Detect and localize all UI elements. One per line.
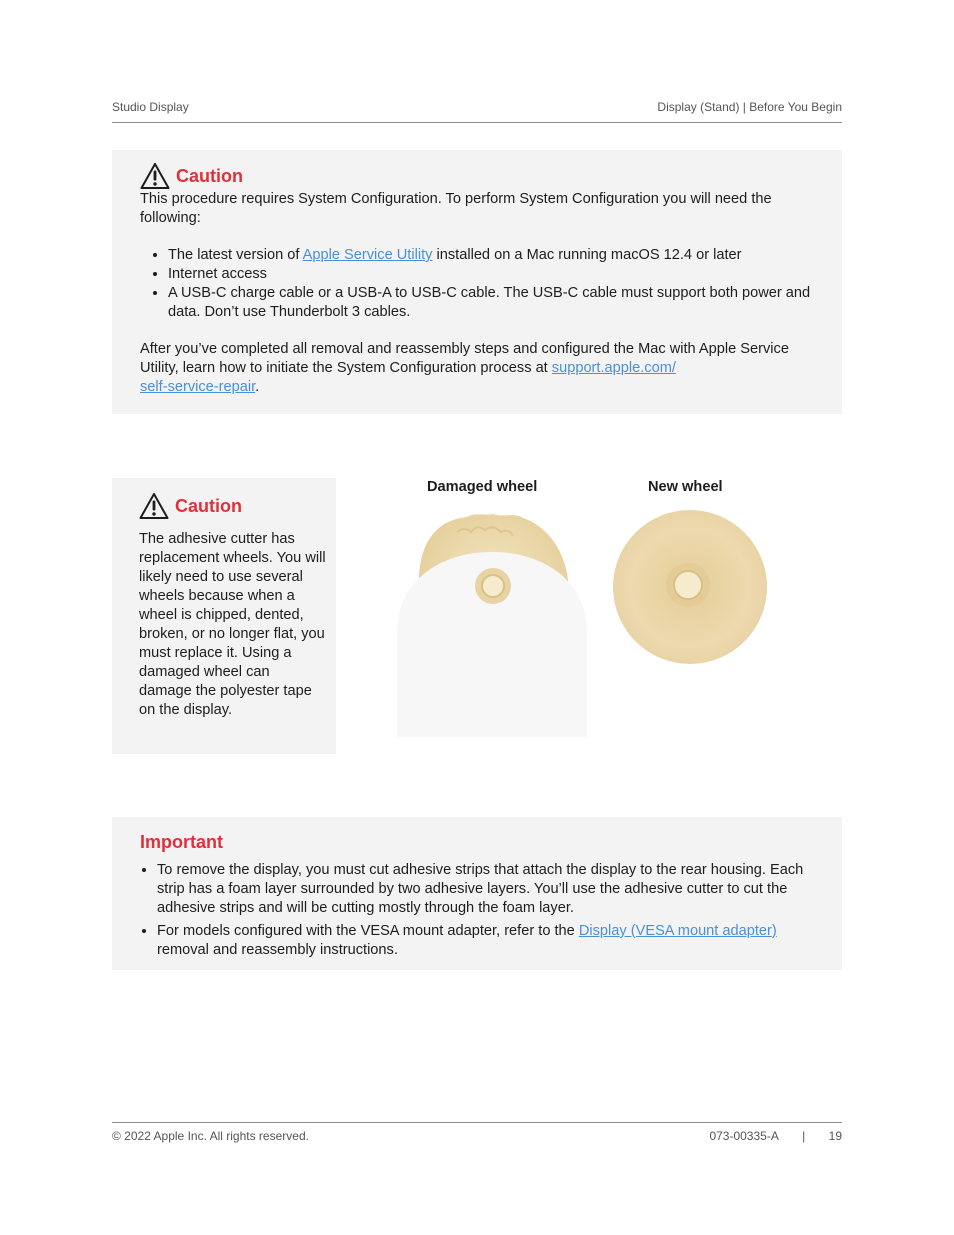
list-item-text: installed on a Mac running macOS 12.4 or later <box>432 247 742 263</box>
damaged-wheel-image <box>397 512 587 737</box>
header-rule <box>112 122 842 123</box>
damaged-wheel-label: Damaged wheel <box>427 479 538 495</box>
important-title: Important <box>140 832 223 852</box>
support-link-part2[interactable]: self-service-repair <box>140 379 256 395</box>
important-box <box>112 817 842 970</box>
footer-page-number: 19 <box>828 1129 842 1143</box>
caution-box-replacement-wheels <box>112 478 336 754</box>
caution-outro-text <box>140 340 826 397</box>
list-item-text: removal and reassembly instructions. <box>157 942 398 958</box>
caution-heading <box>139 492 326 520</box>
caution-box-system-configuration <box>112 150 842 414</box>
header-doc-title: Studio Display <box>112 100 189 114</box>
apple-service-utility-link[interactable]: Apple Service Utility <box>302 247 433 263</box>
caution-wheels-text: The adhesive cutter has replacement wheels. You will likely need to use several wheels because when a wheel is chipped, dented, broken, or no longer flat, you must replace it. Using a damaged wheel can damage the polyester tape on the display. <box>139 531 326 718</box>
list-item-text: The latest version of <box>168 247 303 263</box>
important-list <box>140 861 822 960</box>
support-link-part1[interactable]: support.apple.com/ <box>551 360 676 376</box>
caution-title: Caution <box>176 165 243 186</box>
list-item <box>168 246 826 265</box>
footer-page-info <box>709 1129 842 1143</box>
list-item-text: For models configured with the VESA mount adapter, refer to the <box>157 923 579 939</box>
outro-text: After you’ve completed all removal and reassembly steps and configured the Mac with Apple Service Utility, learn how to initiate the System Configuration process at <box>140 341 789 376</box>
list-item: • Internet access <box>168 265 826 284</box>
warning-triangle-icon <box>139 492 169 520</box>
footer-rule <box>112 1122 842 1123</box>
new-wheel-image <box>610 507 770 667</box>
caution-intro-text: This procedure requires System Configuration. To perform System Configuration you will need the following: <box>140 191 772 226</box>
requirements-list <box>140 246 826 322</box>
footer-doc-number: 073-00335-A <box>709 1129 779 1143</box>
list-item: • A USB-C charge cable or a USB-A to USB-C cable. The USB-C cable must support both power and data. Don’t use Thunderbolt 3 cables. <box>168 284 826 322</box>
footer-copyright: © 2022 Apple Inc. All rights reserved. <box>112 1129 309 1143</box>
vesa-display-link[interactable]: Display (VESA mount adapter) <box>578 923 777 939</box>
list-item <box>157 922 822 960</box>
header-section-title: Display (Stand) | Before You Begin <box>657 100 842 114</box>
list-item: • To remove the display, you must cut adhesive strips that attach the display to the rear housing. Each strip has a foam layer surrounded by two adhesive layers. You’ll use the adhesive cutter to cut the adhesive strips and will be cutting mostly through the foam layer. <box>157 861 822 918</box>
caution-title: Caution <box>175 495 242 516</box>
new-wheel-label: New wheel <box>648 479 723 495</box>
warning-triangle-icon <box>140 162 170 190</box>
caution-heading <box>140 162 826 190</box>
outro-period: . <box>255 379 260 395</box>
footer-separator: | <box>802 1129 806 1143</box>
